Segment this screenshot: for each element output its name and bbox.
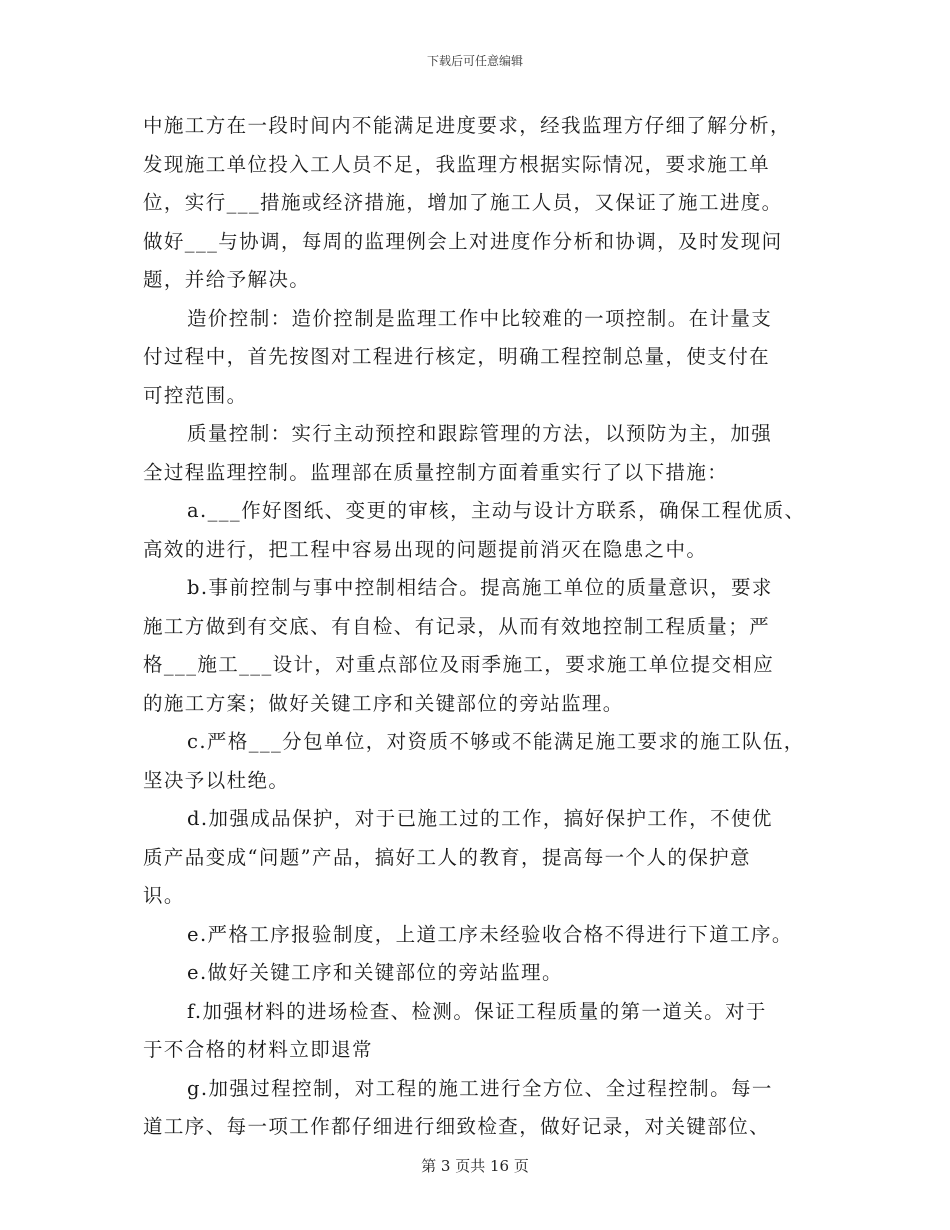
text-line: 施工方做到有交底、有自检、有记录，从而有效地控制工程质量；严 <box>143 614 771 638</box>
text-line: 题，并给予解决。 <box>143 268 311 291</box>
text-line: b.事前控制与事中控制相结合。提高施工单位的质量意识，要求 <box>187 576 773 599</box>
page-number: 第 3 页共 16 页 <box>421 1157 529 1175</box>
body-text <box>143 107 818 1147</box>
text-line: 道工序、每一项工作都仔细进行细致检查，做好记录，对关键部位、 <box>143 1115 771 1138</box>
text-line: 位，实行___措施或经济措施，增加了施工人员，又保证了施工进度。 <box>143 191 783 214</box>
text-line: 识。 <box>143 884 185 907</box>
text-line: f.加强材料的进场检查、检测。保证工程质量的第一道关。对于 <box>187 999 767 1023</box>
text-line: 质产品变成“问题”产品，搞好工人的教育，提高每一个人的保护意 <box>143 845 751 869</box>
text-line: 造价控制：造价控制是监理工作中比较难的一项控制。在计量支 <box>187 306 773 330</box>
text-line: e.做好关键工序和关键部位的旁站监理。 <box>187 961 563 984</box>
text-line: 发现施工单位投入工人员不足，我监理方根据实际情况，要求施工单 <box>143 152 771 176</box>
text-line: 做好___与协调，每周的监理例会上对进度作分析和协调，及时发现问 <box>143 229 783 253</box>
text-line: 全过程监理控制。监理部在质量控制方面着重实行了以下措施： <box>143 460 729 484</box>
text-line: 格___施工___设计，对重点部位及雨季施工，要求施工单位提交相应 <box>143 653 775 676</box>
text-line: 高效的进行，把工程中容易出现的问题提前消灭在隐患之中。 <box>143 537 708 561</box>
text-line: e.严格工序报验制度，上道工序未经验收合格不得进行下道工序。 <box>187 922 793 946</box>
text-line: g.加强过程控制，对工程的施工进行全方位、全过程控制。每一 <box>187 1076 773 1100</box>
text-line: 质量控制：实行主动预控和跟踪管理的方法，以预防为主，加强 <box>187 422 773 445</box>
text-line: 于不合格的材料立即退常 <box>143 1038 373 1061</box>
text-line: c.严格___分包单位，对资质不够或不能满足施工要求的施工队伍， <box>187 730 805 753</box>
text-line: 付过程中，首先按图对工程进行核定，明确工程控制总量，使支付在 <box>143 345 771 368</box>
text-line: 可控范围。 <box>143 383 248 407</box>
text-line: 坚决予以杜绝。 <box>143 768 290 792</box>
text-line: 中施工方在一段时间内不能满足进度要求，经我监理方仔细了解分析， <box>143 114 791 137</box>
header-note: 下载后可任意编辑 <box>426 54 523 68</box>
text-line: 的施工方案；做好关键工序和关键部位的旁站监理。 <box>143 691 624 715</box>
text-line: a.___作好图纸、变更的审核，主动与设计方联系，确保工程优质、 <box>187 499 806 522</box>
text-line: d.加强成品保护，对于已施工过的工作，搞好保护工作，不使优 <box>187 807 773 830</box>
